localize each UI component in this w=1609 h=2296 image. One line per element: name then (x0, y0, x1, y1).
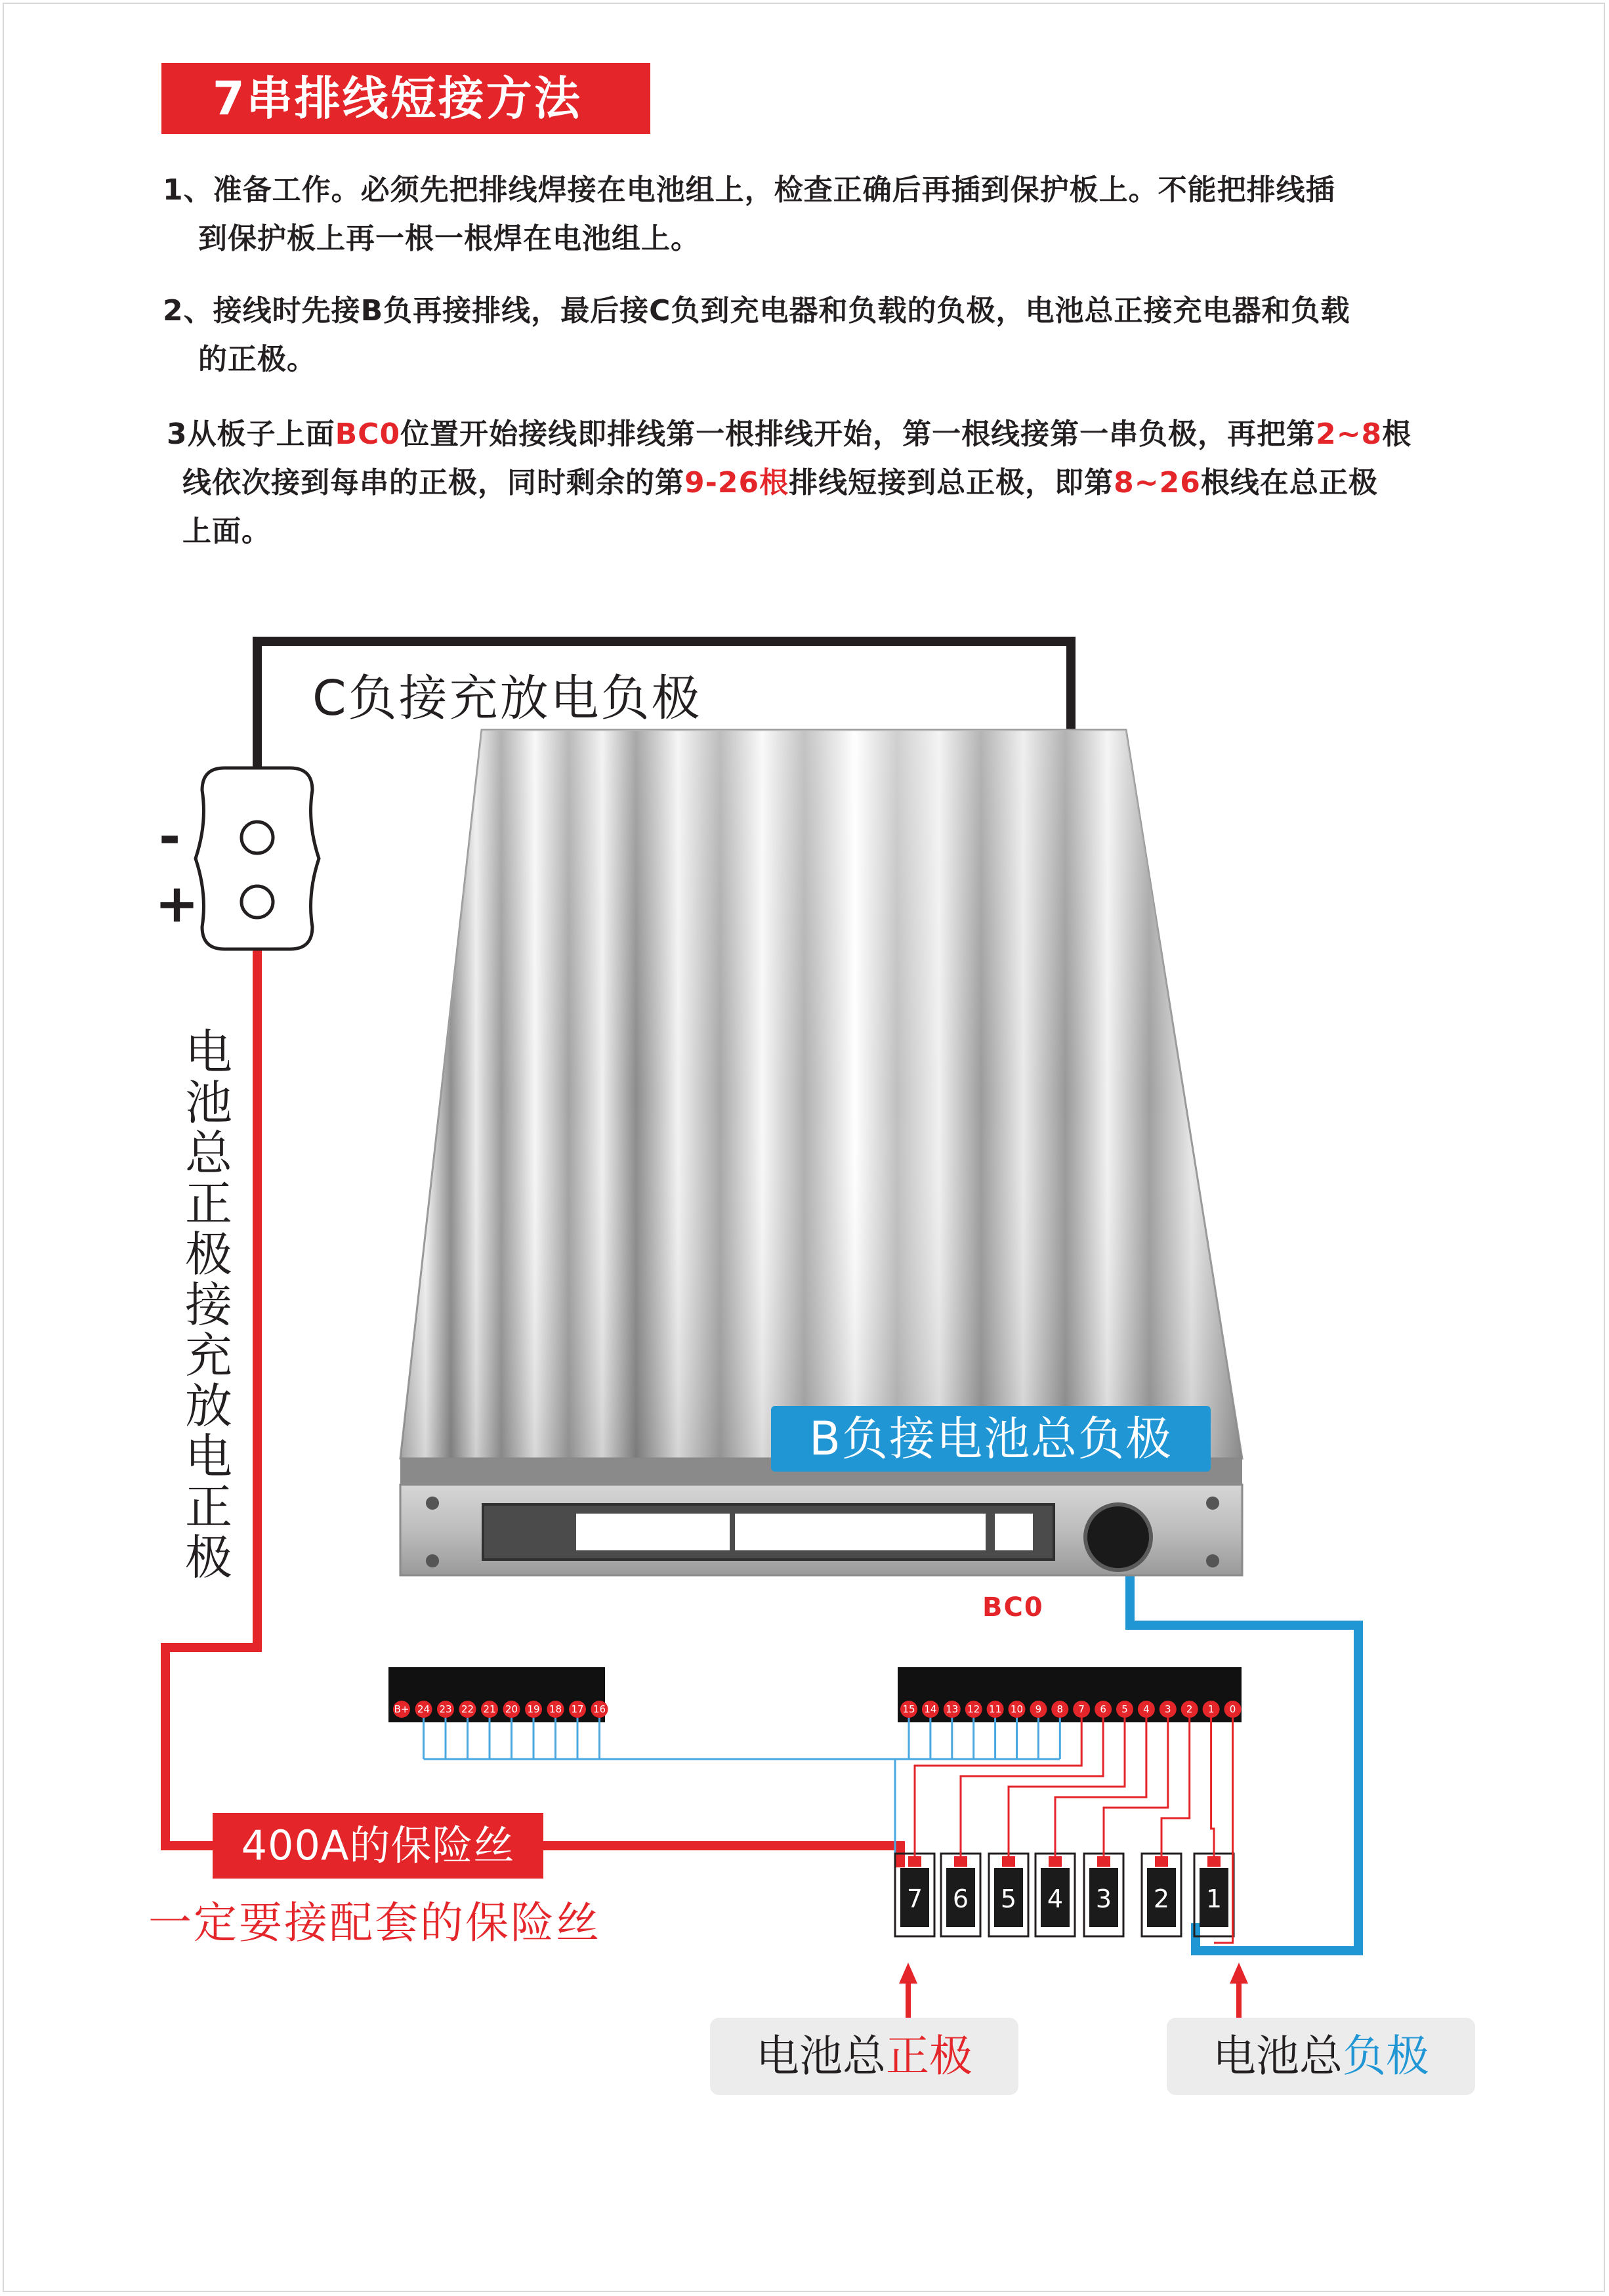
charge-terminal (196, 768, 319, 949)
sense-wire-2 (1161, 1718, 1190, 1856)
right-pin-label: 11 (989, 1703, 1002, 1715)
right-pin-label: 14 (924, 1703, 937, 1715)
step-1-line-2: 到保护板上再一根一根焊在电池组上。 (198, 222, 700, 255)
cell-label: 4 (1047, 1884, 1064, 1913)
left-pin-label: 17 (571, 1703, 584, 1715)
right-pin-label: 3 (1165, 1703, 1171, 1715)
positive-socket-icon (241, 886, 273, 918)
left-pin-label: 24 (417, 1703, 430, 1715)
cell-terminal (1097, 1856, 1110, 1867)
step-3-line-1: 3从板子上面BC0位置开始接线即排线第一根排线开始，第一根线接第一串负极，再把第2~8根 (167, 417, 1412, 451)
right-pin-label: 12 (967, 1703, 980, 1715)
cell-terminal (954, 1856, 967, 1867)
right-pin-label: 0 (1229, 1703, 1236, 1715)
sense-wire-1 (1211, 1718, 1214, 1856)
cell-terminal (908, 1856, 921, 1867)
negative-socket-icon (241, 822, 273, 853)
cell-terminal (1049, 1856, 1062, 1867)
page-title: 7串排线短接方法 (161, 63, 650, 134)
battery-positive-box: 电池总正极 (710, 2018, 1018, 2095)
right-pin-label: 9 (1035, 1703, 1042, 1715)
sense-wire-5 (1009, 1718, 1125, 1856)
cell-label: 1 (1205, 1884, 1222, 1913)
left-pin-label: 19 (527, 1703, 540, 1715)
step-3-line-3: 上面。 (182, 515, 271, 548)
positive-arrow-icon (899, 1963, 917, 2018)
minus-label: - (159, 806, 181, 867)
cell-label: 5 (1000, 1884, 1017, 1913)
left-pin-label: 18 (549, 1703, 562, 1715)
plus-label: + (155, 873, 199, 934)
right-pin-label: 8 (1056, 1703, 1064, 1715)
positive-wire-to-cell (543, 1846, 900, 1867)
left-pin-label: B+ (394, 1703, 409, 1715)
fuse-label: 400A的保险丝 (213, 1813, 543, 1879)
right-pin-label: 13 (946, 1703, 959, 1715)
left-pin-label: 21 (483, 1703, 496, 1715)
right-pin-label: 2 (1186, 1703, 1193, 1715)
step-3-line-2: 线依次接到每串的正极，同时剩余的第9-26根排线短接到总正极，即第8~26根线在总正极 (182, 466, 1378, 500)
cell-label: 2 (1153, 1884, 1170, 1913)
b-negative-label: B负接电池总负极 (771, 1406, 1211, 1472)
left-pin-label: 23 (439, 1703, 452, 1715)
cell-label: 3 (1095, 1884, 1112, 1913)
right-pin-label: 10 (1010, 1703, 1024, 1715)
right-pin-label: 7 (1078, 1703, 1085, 1715)
cell-terminal (1155, 1856, 1168, 1867)
right-pin-label: 6 (1100, 1703, 1106, 1715)
cell-terminal (1207, 1856, 1221, 1867)
b-negative-port-icon (1085, 1504, 1151, 1570)
left-pin-label: 20 (505, 1703, 518, 1715)
bc0-label: BC0 (982, 1592, 1044, 1623)
fuse-note: 一定要接配套的保险丝 (148, 1898, 601, 1948)
right-pin-label: 15 (902, 1703, 915, 1715)
right-pin-label: 4 (1143, 1703, 1150, 1715)
left-pin-label: 22 (461, 1703, 474, 1715)
c-negative-label: C负接充放电负极 (312, 670, 702, 727)
negative-arrow-icon (1230, 1963, 1248, 2018)
cell-label: 6 (952, 1884, 969, 1913)
battery-positive-label: 电池总正极接充放电正极 (185, 1025, 233, 1585)
step-1-line-1: 1、准备工作。必须先把排线焊接在电池组上，检查正确后再插到保护板上。不能把排线插 (163, 173, 1335, 207)
left-pin-label: 16 (593, 1703, 606, 1715)
cell-terminal (1002, 1856, 1015, 1867)
right-pin-label: 1 (1207, 1703, 1215, 1715)
battery-negative-box: 电池总负极 (1167, 2018, 1475, 2095)
cell-label: 7 (906, 1884, 923, 1913)
step-2-line-2: 的正极。 (198, 343, 316, 376)
step-2-line-1: 2、接线时先接B负再接排线，最后接C负到充电器和负载的负极，电池总正接充电器和负载 (163, 294, 1350, 328)
right-pin-label: 5 (1121, 1703, 1128, 1715)
